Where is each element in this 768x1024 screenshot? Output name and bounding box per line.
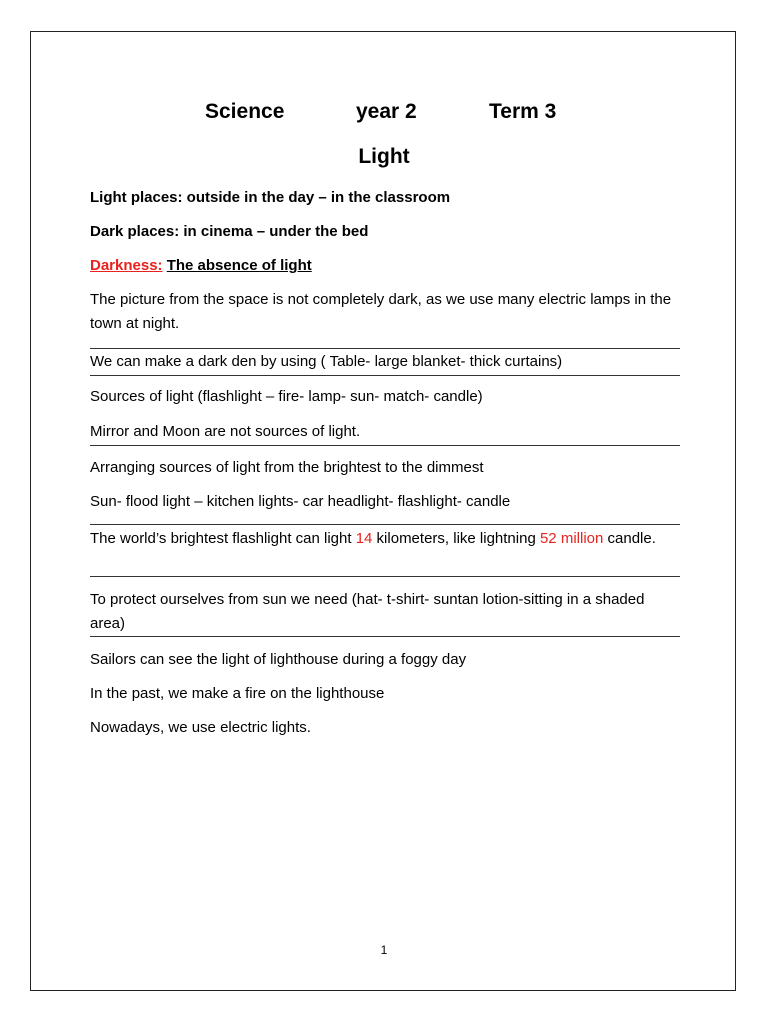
sailors-line: Sailors can see the light of lighthouse during a foggy day xyxy=(90,651,467,668)
divider xyxy=(90,375,680,376)
divider xyxy=(90,636,680,637)
flashlight-fact-part1: The world’s brightest flashlight can light xyxy=(90,530,356,547)
flashlight-fact-part2: kilometers, like lightning xyxy=(372,530,540,547)
page-title: Light xyxy=(358,145,410,168)
header-term: Term 3 xyxy=(489,100,557,123)
past-line: In the past, we make a fire on the lighthouse xyxy=(90,685,385,702)
dark-places-line: Dark places: in cinema – under the bed xyxy=(90,223,369,240)
divider xyxy=(90,348,680,349)
not-sources-line: Mirror and Moon are not sources of light. xyxy=(90,423,361,440)
divider xyxy=(90,576,680,577)
darkness-definition: The absence of light xyxy=(166,257,312,274)
header-year: year 2 xyxy=(356,100,417,123)
header-subject: Science xyxy=(205,100,285,123)
nowadays-line: Nowadays, we use electric lights. xyxy=(90,719,311,736)
flashlight-fact-part3: candle. xyxy=(603,530,656,547)
divider xyxy=(90,445,680,446)
document-header xyxy=(0,100,768,132)
flashlight-fact-paragraph xyxy=(90,527,680,551)
brightness-order-line: Sun- flood light – kitchen lights- car headlight- flashlight- candle xyxy=(90,493,511,510)
dark-den-line: We can make a dark den by using ( Table- large blanket- thick curtains) xyxy=(90,353,563,370)
arranging-line: Arranging sources of light from the brightest to the dimmest xyxy=(90,459,484,476)
lightning-million-value: 52 million xyxy=(539,530,604,547)
flashlight-km-value: 14 xyxy=(355,530,373,547)
divider xyxy=(90,524,680,525)
light-places-line: Light places: outside in the day – in the classroom xyxy=(90,189,451,206)
darkness-definition-line xyxy=(90,254,680,278)
protect-paragraph: To protect ourselves from sun we need (hat- t-shirt- suntan lotion-sitting in a shaded area) xyxy=(90,591,645,632)
sources-line: Sources of light (flashlight – fire- lamp- sun- match- candle) xyxy=(90,388,483,405)
page-number: 1 xyxy=(380,943,388,957)
space-picture-paragraph: The picture from the space is not completely dark, as we use many electric lamps in the town at night. xyxy=(90,291,672,332)
darkness-term: Darkness: xyxy=(90,257,163,274)
